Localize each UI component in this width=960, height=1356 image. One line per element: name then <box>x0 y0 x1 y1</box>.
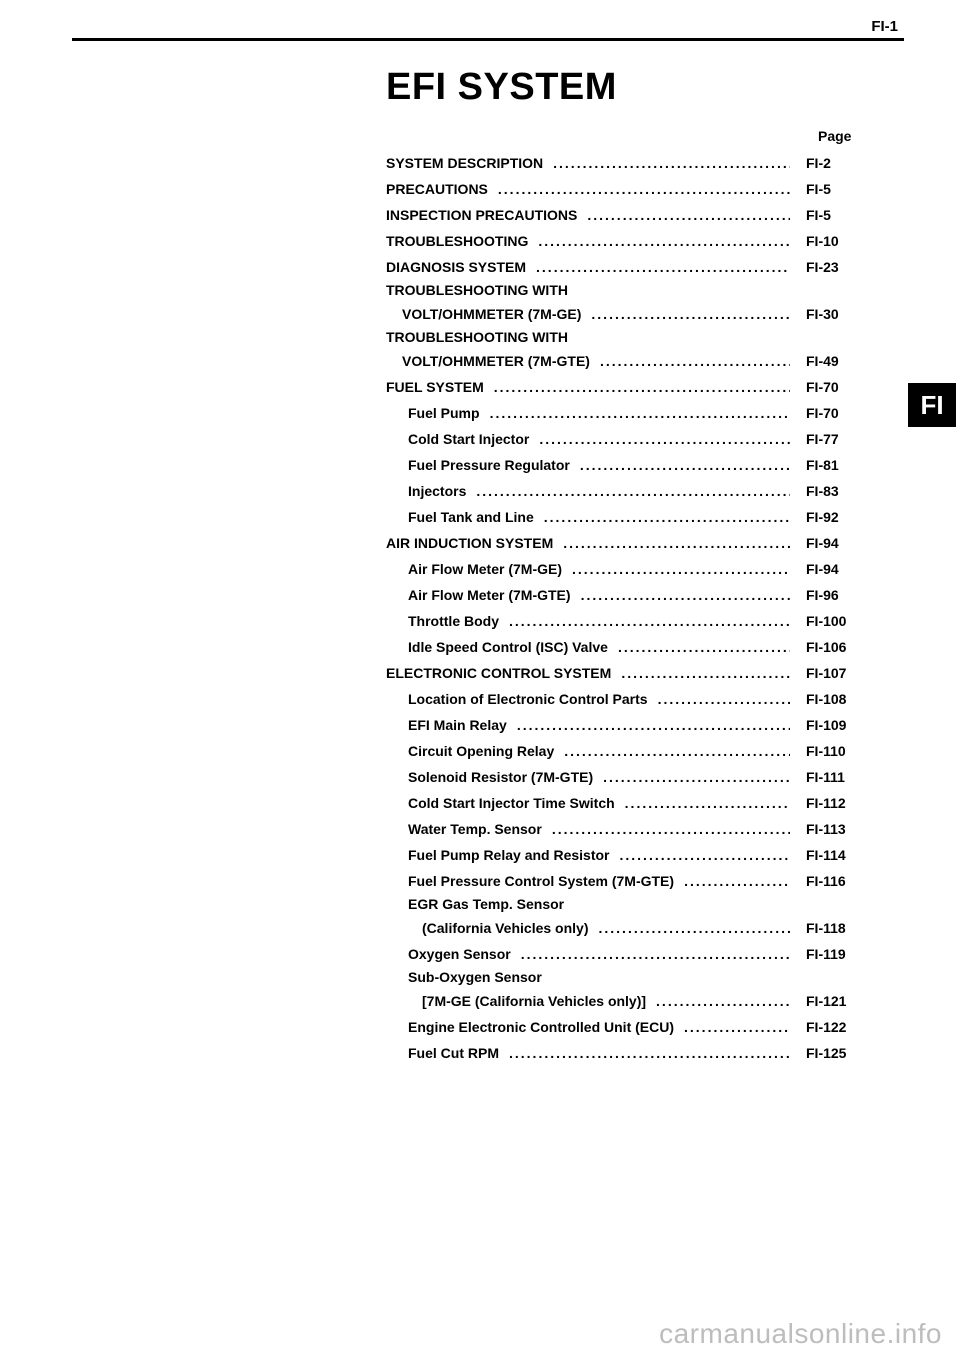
toc-entry-label: Circuit Opening Relay <box>408 743 555 759</box>
toc-line <box>386 301 876 327</box>
toc-line <box>386 790 876 816</box>
toc-entry-label: FUEL SYSTEM <box>386 379 484 395</box>
toc-entry <box>386 790 876 816</box>
toc-entry <box>386 686 876 712</box>
toc-entry-label: SYSTEM DESCRIPTION <box>386 155 544 171</box>
dot-leader <box>620 842 791 868</box>
toc-entry <box>386 967 876 1014</box>
toc-line <box>386 504 876 530</box>
toc-entry <box>386 280 876 327</box>
toc-line <box>386 1014 876 1040</box>
toc-line <box>386 686 876 712</box>
toc-entry-label: VOLT/OHMMETER (7M-GTE) <box>402 353 590 369</box>
toc-entry-page: FI-2 <box>806 155 831 171</box>
toc-entry-page: FI-111 <box>806 769 845 785</box>
toc-entry <box>386 400 876 426</box>
toc-entry-page: FI-81 <box>806 457 839 473</box>
toc-line <box>386 228 876 254</box>
toc-entry-page: FI-83 <box>806 483 839 499</box>
toc-entry <box>386 176 876 202</box>
toc-entry-label: Injectors <box>408 483 467 499</box>
toc-entry-label: [7M-GE (California Vehicles only)] <box>422 993 647 1009</box>
toc-entry-page: FI-110 <box>806 743 846 759</box>
toc-line <box>386 202 876 228</box>
toc-entry-label: EGR Gas Temp. Sensor <box>408 896 565 912</box>
dot-leader <box>509 608 790 634</box>
dot-leader <box>581 582 790 608</box>
dot-leader <box>656 988 790 1014</box>
toc-line <box>386 634 876 660</box>
toc-entry-page: FI-112 <box>806 795 846 811</box>
toc-entry-page: FI-109 <box>806 717 847 733</box>
toc-line <box>386 452 876 478</box>
page-title: EFI SYSTEM <box>386 66 617 108</box>
toc-entry-label: EFI Main Relay <box>408 717 507 733</box>
toc-line <box>386 478 876 504</box>
toc-entry-page: FI-5 <box>806 181 831 197</box>
watermark: carmanualsonline.info <box>659 1318 942 1349</box>
toc-entry-label: Sub-Oxygen Sensor <box>408 969 542 985</box>
toc-line <box>386 915 876 941</box>
header-rule <box>72 38 904 41</box>
toc-entry-page: FI-10 <box>806 233 839 249</box>
toc-entry-label: Air Flow Meter (7M-GTE) <box>408 587 571 603</box>
toc-line <box>386 764 876 790</box>
toc-line <box>386 941 876 967</box>
toc-entry-label: AIR INDUCTION SYSTEM <box>386 535 554 551</box>
toc-entry-page: FI-114 <box>806 847 846 863</box>
toc-entry-label: Air Flow Meter (7M-GE) <box>408 561 563 577</box>
toc-entry <box>386 816 876 842</box>
toc-line <box>386 868 876 894</box>
toc-entry-label: Location of Electronic Control Parts <box>408 691 648 707</box>
toc-entry-page: FI-108 <box>806 691 847 707</box>
toc-entry-label: Throttle Body <box>408 613 499 629</box>
toc-entry <box>386 228 876 254</box>
dot-leader <box>563 530 790 556</box>
toc-entry <box>386 478 876 504</box>
dot-leader <box>599 915 791 941</box>
toc-entry-label: TROUBLESHOOTING WITH <box>386 282 568 298</box>
toc-line <box>386 426 876 452</box>
toc-entry <box>386 327 876 374</box>
dot-leader <box>521 941 790 967</box>
toc-entry-label: Idle Speed Control (ISC) Valve <box>408 639 608 655</box>
toc-entry-page: FI-116 <box>806 873 846 889</box>
table-of-contents <box>386 150 876 1066</box>
toc-entry-label: Solenoid Resistor (7M-GTE) <box>408 769 594 785</box>
toc-line <box>386 400 876 426</box>
toc-line <box>386 348 876 374</box>
toc-line <box>386 988 876 1014</box>
toc-entry-page: FI-49 <box>806 353 839 369</box>
toc-entry <box>386 634 876 660</box>
toc-entry-page: FI-96 <box>806 587 839 603</box>
toc-line <box>386 556 876 582</box>
section-tab: FI <box>908 383 956 427</box>
dot-leader <box>476 478 790 504</box>
toc-entry <box>386 868 876 894</box>
toc-line <box>386 327 876 348</box>
toc-entry <box>386 660 876 686</box>
toc-entry-label: Engine Electronic Controlled Unit (ECU) <box>408 1019 675 1035</box>
dot-leader <box>494 374 790 400</box>
toc-entry-label: TROUBLESHOOTING <box>386 233 529 249</box>
toc-entry-label: VOLT/OHMMETER (7M-GE) <box>402 306 582 322</box>
dot-leader <box>587 202 790 228</box>
dot-leader <box>658 686 790 712</box>
dot-leader <box>684 1014 790 1040</box>
dot-leader <box>600 348 790 374</box>
page-number: FI-1 <box>871 18 898 35</box>
toc-entry <box>386 374 876 400</box>
toc-entry-label: Oxygen Sensor <box>408 946 511 962</box>
toc-entry-page: FI-119 <box>806 946 846 962</box>
toc-entry <box>386 608 876 634</box>
toc-entry-page: FI-94 <box>806 561 839 577</box>
toc-entry <box>386 452 876 478</box>
toc-entry-page: FI-92 <box>806 509 839 525</box>
toc-line <box>386 374 876 400</box>
toc-entry-label: (California Vehicles only) <box>422 920 589 936</box>
toc-entry-page: FI-5 <box>806 207 831 223</box>
toc-entry-label: Fuel Pressure Control System (7M-GTE) <box>408 873 675 889</box>
toc-entry-label: INSPECTION PRECAUTIONS <box>386 207 578 223</box>
toc-line <box>386 712 876 738</box>
dot-leader <box>572 556 790 582</box>
dot-leader <box>625 790 790 816</box>
toc-line <box>386 176 876 202</box>
toc-line <box>386 738 876 764</box>
dot-leader <box>591 301 790 327</box>
dot-leader <box>538 228 790 254</box>
toc-entry-page: FI-125 <box>806 1045 847 1061</box>
toc-line <box>386 894 876 915</box>
toc-entry-label: Fuel Pump Relay and Resistor <box>408 847 610 863</box>
toc-entry <box>386 712 876 738</box>
dot-leader <box>552 816 790 842</box>
toc-entry-label: Fuel Cut RPM <box>408 1045 499 1061</box>
toc-entry-page: FI-77 <box>806 431 839 447</box>
toc-entry <box>386 842 876 868</box>
dot-leader <box>603 764 790 790</box>
toc-entry <box>386 941 876 967</box>
toc-entry-page: FI-30 <box>806 306 839 322</box>
dot-leader <box>490 400 790 426</box>
toc-entry-page: FI-113 <box>806 821 846 837</box>
toc-line <box>386 660 876 686</box>
toc-entry-label: ELECTRONIC CONTROL SYSTEM <box>386 665 612 681</box>
toc-entry-label: Fuel Pressure Regulator <box>408 457 570 473</box>
dot-leader <box>580 452 790 478</box>
toc-line <box>386 608 876 634</box>
toc-line <box>386 842 876 868</box>
toc-entry-page: FI-70 <box>806 405 839 421</box>
dot-leader <box>564 738 790 764</box>
toc-entry-label: TROUBLESHOOTING WITH <box>386 329 568 345</box>
dot-leader <box>517 712 790 738</box>
toc-entry <box>386 426 876 452</box>
toc-entry <box>386 202 876 228</box>
toc-entry-page: FI-23 <box>806 259 839 275</box>
dot-leader <box>618 634 790 660</box>
toc-line <box>386 530 876 556</box>
toc-entry-page: FI-121 <box>806 993 847 1009</box>
toc-entry <box>386 504 876 530</box>
toc-line <box>386 582 876 608</box>
dot-leader <box>553 150 790 176</box>
toc-entry-label: Water Temp. Sensor <box>408 821 542 837</box>
toc-entry <box>386 254 876 280</box>
toc-entry-page: FI-107 <box>806 665 847 681</box>
toc-line <box>386 967 876 988</box>
toc-entry <box>386 556 876 582</box>
toc-line <box>386 254 876 280</box>
toc-line <box>386 816 876 842</box>
toc-entry <box>386 894 876 941</box>
toc-entry <box>386 530 876 556</box>
toc-line <box>386 1040 876 1066</box>
toc-entry-label: DIAGNOSIS SYSTEM <box>386 259 527 275</box>
dot-leader <box>539 426 790 452</box>
toc-entry-page: FI-70 <box>806 379 839 395</box>
toc-entry <box>386 1040 876 1066</box>
toc-entry-label: Fuel Tank and Line <box>408 509 534 525</box>
toc-line <box>386 280 876 301</box>
toc-entry <box>386 764 876 790</box>
page-column-header: Page <box>818 128 852 144</box>
toc-entry-page: FI-94 <box>806 535 839 551</box>
toc-entry <box>386 150 876 176</box>
dot-leader <box>536 254 790 280</box>
dot-leader <box>509 1040 790 1066</box>
toc-line <box>386 150 876 176</box>
dot-leader <box>498 176 790 202</box>
toc-entry-page: FI-122 <box>806 1019 847 1035</box>
dot-leader <box>621 660 790 686</box>
dot-leader <box>544 504 790 530</box>
toc-entry-label: Cold Start Injector Time Switch <box>408 795 615 811</box>
toc-entry-page: FI-100 <box>806 613 847 629</box>
toc-entry-page: FI-106 <box>806 639 847 655</box>
toc-entry <box>386 1014 876 1040</box>
toc-entry-label: Cold Start Injector <box>408 431 530 447</box>
toc-entry-label: Fuel Pump <box>408 405 480 421</box>
toc-entry <box>386 582 876 608</box>
toc-entry-page: FI-118 <box>806 920 846 936</box>
toc-entry <box>386 738 876 764</box>
toc-entry-label: PRECAUTIONS <box>386 181 488 197</box>
dot-leader <box>684 868 790 894</box>
